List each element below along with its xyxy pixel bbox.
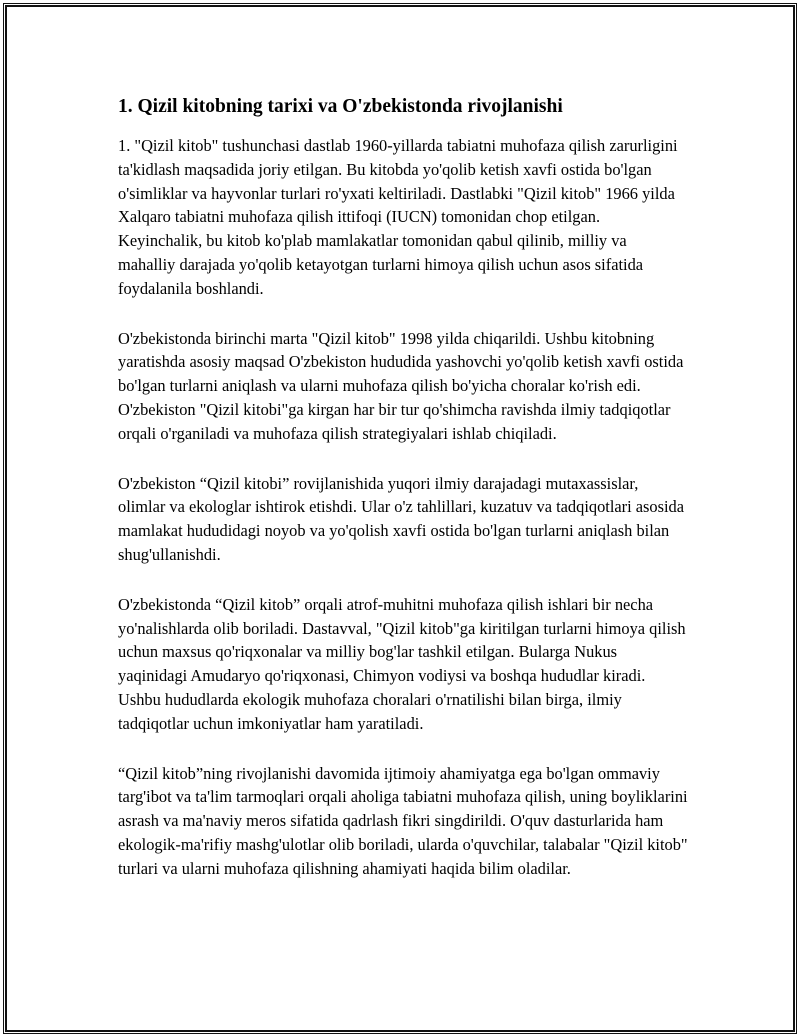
document-title: 1. Qizil kitobning tarixi va O'zbekistonda rivojlanishi <box>118 96 563 117</box>
paragraph-2: O'zbekistonda birinchi marta "Qizil kitob" 1998 yilda chiqarildi. Ushbu kitobning yaratishda asosiy maqsad O'zbekiston hududida yashovchi yo'qolib ketish xavfi ostida bo'lgan turlarni aniqlash va ularni muhofaza qilish bo'yicha choralar ko'rish edi. O'zbekiston "Qizil kitobi"ga kirgan har bir tur qo'shimcha ravishda ilmiy tadqiqotlar orqali o'rganiladi va muhofaza qilish strategiyalari ishlab chiqiladi. <box>118 328 684 443</box>
paragraph-5: “Qizil kitob”ning rivojlanishi davomida ijtimoiy ahamiyatga ega bo'lgan ommaviy targ'ibot va ta'lim tarmoqlari orqali aholiga tabiatni muhofaza qilish, uning boyliklarini asrash va ma'naviy meros sifatida qadrlash fikri singdirildi. O'quv dasturlarida ham ekologik-ma'rifiy mashg'ulotlar olib boriladi, ularda o'quvchilar, talabalar "Qizil kitob" turlari va ularni muhofaza qilishning ahamiyati haqida bilim oladilar. <box>118 763 688 878</box>
document-body <box>118 90 688 907</box>
paragraph-3: O'zbekiston “Qizil kitobi” rovijlanishida yuqori ilmiy darajadagi mutaxassislar, olimlar va ekologlar ishtirok etishdi. Ular o'z tahlillari, kuzatuv va tadqiqotlari asosida mamlakat hududidagi noyob va yo'qolish xavfi ostida bo'lgan turlarni aniqlash bilan shug'ullanishdi. <box>118 473 685 564</box>
paragraph-1: 1. "Qizil kitob" tushunchasi dastlab 1960-yillarda tabiatni muhofaza qilish zarurligini ta'kidlash maqsadida joriy etilgan. Bu kitobda yo'qolib ketish xavfi ostida bo'lgan o'simliklar va hayvonlar turlari ro'yxati keltiriladi. Dastlabki "Qizil kitob" 1966 yilda Xalqaro tabiatni muhofaza qilish ittifoqi (IUCN) tomonidan chop etilgan. Keyinchalik, bu kitob ko'plab mamlakatlar tomonidan qabul qilinib, milliy va mahalliy darajada yo'qolib ketayotgan turlarni himoya qilish uchun asos sifatida foydalanila boshlandi. <box>118 136 678 298</box>
paragraph-4: O'zbekistonda “Qizil kitob” orqali atrof-muhitni muhofaza qilish ishlari bir necha yo'nalishlarda olib boriladi. Dastavval, "Qizil kitob"ga kiritilgan turlarni himoya qilish uchun maxsus qo'riqxonalar va milliy bog'lar tashkil etilgan. Bularga Nukus yaqinidagi Amudaryo qo'riqxonasi, Chimyon vodiysi va boshqa hududlar kiradi. Ushbu hududlarda ekologik muhofaza choralari o'rnatilishi bilan birga, ilmiy tadqiqotlar uchun imkoniyatlar ham yaratiladi. <box>118 594 686 733</box>
